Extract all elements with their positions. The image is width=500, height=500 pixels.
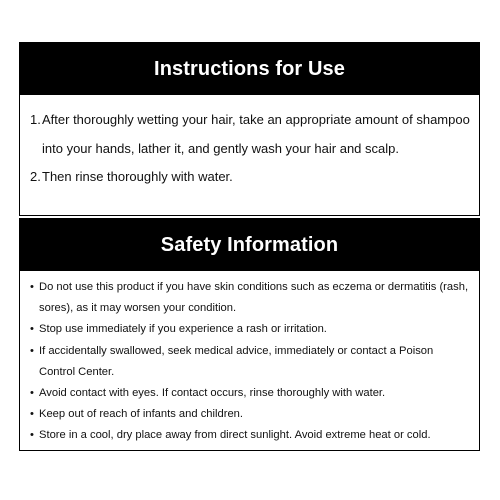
instructions-panel — [19, 42, 480, 216]
bullet-icon: • — [30, 344, 34, 357]
safety-item — [30, 277, 471, 319]
safety-list — [20, 271, 479, 447]
safety-item — [30, 383, 471, 404]
bullet-icon: • — [30, 323, 34, 336]
safety-item — [30, 319, 471, 340]
safety-item-text: Keep out of reach of infants and children. — [39, 408, 243, 421]
safety-item-text: If accidentally swallowed, seek medical advice, immediately or contact a Poison Control Center. — [39, 344, 434, 378]
safety-panel — [19, 218, 480, 451]
safety-item — [30, 404, 471, 425]
instruction-step — [30, 106, 471, 163]
step-number: 2. — [30, 169, 41, 184]
step-number: 1. — [30, 112, 41, 127]
bullet-icon: • — [30, 281, 34, 293]
safety-item-text: Stop use immediately if you experience a rash or irritation. — [39, 323, 327, 336]
instructions-header — [20, 43, 479, 95]
safety-item — [30, 341, 471, 383]
safety-header — [20, 219, 479, 271]
step-text: After thoroughly wetting your hair, take an appropriate amount of shampoo into your hands, lather it, and gently wash your hair and scalp. — [42, 112, 470, 156]
safety-item-text: Avoid contact with eyes. If contact occurs, rinse thoroughly with water. — [39, 387, 386, 400]
safety-title: Safety Information — [160, 233, 339, 256]
safety-item-text: Do not use this product if you have skin conditions such as eczema or dermatitis (rash, sores), as it may worsen your condition. — [39, 281, 469, 315]
instruction-step — [30, 163, 471, 192]
step-text: Then rinse thoroughly with water. — [42, 169, 233, 184]
safety-item — [30, 425, 471, 446]
instructions-steps — [20, 95, 479, 192]
instructions-title: Instructions for Use — [154, 57, 345, 80]
safety-item-text: Store in a cool, dry place away from direct sunlight. Avoid extreme heat or cold. — [39, 429, 431, 442]
bullet-icon: • — [30, 429, 34, 442]
bullet-icon: • — [30, 387, 34, 400]
bullet-icon: • — [30, 408, 34, 421]
